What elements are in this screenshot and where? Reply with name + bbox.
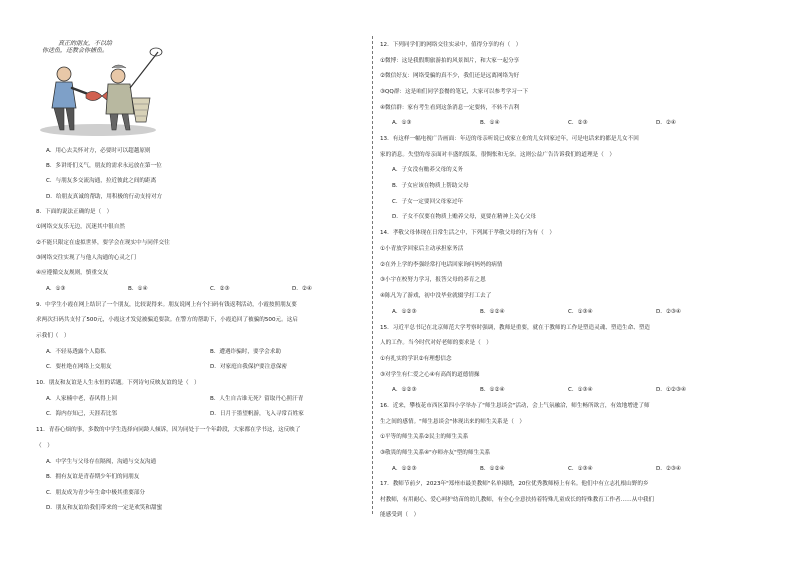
q8-stem: 8．下面的说法正确的是（ ）: [36, 209, 113, 215]
q13-option-a: A．子女没有赡养父母的义务: [392, 167, 463, 173]
q8-choice-c: C．②③: [210, 286, 230, 292]
q16-item-2: ③敬畏的师生关系④"亦师亦友"型的师生关系: [380, 450, 491, 456]
q11-option-b: B．拥有友谊是青春期少年们的同朋友: [46, 474, 140, 480]
q7-option-d: D．给朋友真诚的帮助，用积极的行动支持对方: [46, 194, 163, 200]
q14-item-3: ③小宇在校努力学习，报答父母的养育之恩: [380, 277, 486, 283]
q16-choice-a: A．①②③: [392, 466, 417, 472]
q8-choice-d: D．②④: [292, 286, 312, 292]
cartoon-caption-line2: 你送鱼，还教会你捕鱼。: [42, 47, 109, 54]
q14-item-4: ④陈凡为了游戏，初中没毕业就辍学打工去了: [380, 293, 492, 299]
q14-stem: 14．孝敬父母体现在日常生活之中，下列属于孝敬父母的行为有（ ）: [380, 230, 555, 236]
q10-option-c: C．海内存知己，天涯若比邻: [46, 411, 118, 417]
cartoon-caption: [42, 40, 113, 54]
q13-option-d: D．子女不仅要在物质上赡养父母，更要在精神上关心父母: [392, 214, 537, 220]
q14-item-1: ①小青放学回家后主动承担家务活: [380, 246, 464, 252]
q14-choice-c: C．①③④: [568, 309, 593, 315]
q15-choice-b: B．①②④: [480, 387, 505, 393]
q13-line-1: 13．有这样一幅电视广告画面：年迈的母亲听说已成家立业的儿女回家过年，可是电话来的都是儿女不回: [380, 136, 639, 142]
q15-choice-a: A．①②③: [392, 387, 417, 393]
q15-line-2: 人的工作。当今时代对好老师的要求是（ ）: [380, 340, 492, 346]
q16-choice-d: D．②③④: [656, 466, 681, 472]
q12-stem: 12．下列同学们的网络交往实录中，值得分享的有（ ）: [380, 42, 522, 48]
q7-option-c: C．与朋友多交流沟通，拉近彼此之间的距离: [46, 178, 157, 184]
q12-item-4: ④微信群：家有考生看到这条消息一定要转，不转不吉利: [380, 105, 520, 111]
q12-choice-d: D．②④: [656, 120, 676, 126]
q8-choice-b: B．①④: [128, 286, 148, 292]
q11-line-2: （ ）: [36, 443, 53, 449]
q9-line-3: 示我们（ ）: [36, 333, 70, 339]
q8-item-1: ①网络交友乐无边，沉迷其中很自然: [36, 224, 125, 230]
q8-item-2: ②不能只限定在虚拟世界，要学会在现实中与同伴交往: [36, 240, 170, 246]
q11-option-d: D．朋友和友谊给我们带来的一定是欢笑和甜蜜: [46, 505, 163, 511]
q14-item-2: ②在外上学的李强经常打电话回家询问妈妈的病情: [380, 262, 503, 268]
q12-choice-a: A．①③: [392, 120, 412, 126]
q12-choice-b: B．①④: [480, 120, 500, 126]
q17-line-1: 17．教师节前夕，2023年"郑州市最美教师"名单揭晓，20位优秀教师榜上有名。他们中有立志扎根山野的乡: [380, 481, 649, 487]
q13-line-2: 家的消息。失望的母亲面对丰盛的饭菜，很惆怅和无奈。这则公益广告告诉我们的道理是（ ）: [380, 152, 615, 158]
q17-line-3: 能感受到（ ）: [380, 512, 420, 518]
q11-option-a: A．中学生与父母存在隔阂，沟通与交友沟通: [46, 459, 157, 465]
q16-choice-b: B．①②④: [480, 466, 505, 472]
q14-choice-b: B．①②④: [480, 309, 505, 315]
q14-choice-a: A．①②③: [392, 309, 417, 315]
q13-option-b: B．子女应该在物质上帮助父母: [392, 183, 469, 189]
q12-item-3: ③QQ群：这是咱们同学套餐的笔记，大家可以参考学习一下: [380, 89, 529, 95]
q8-choice-a: A．①③: [46, 286, 66, 292]
q16-choice-c: C．①③④: [568, 466, 593, 472]
q16-line-1: 16．近来，攀枝花市西区第四小学举办了"师生恳谈会"活动，会上气氛融洽，师生畅所欲言，有效地增进了师: [380, 403, 650, 409]
q13-option-c: C．子女一定要回父母家过年: [392, 199, 464, 205]
q12-choice-c: C．②③: [568, 120, 588, 126]
q9-option-c: C．要杜绝在网络上交朋友: [46, 364, 112, 370]
q15-item-2: ③对学生有仁爱之心④有高尚的道德情操: [380, 372, 480, 378]
q9-line-2: 求两次扫码共支付了500元，小霞这才发觉被骗追要款。在警方的帮助下，小霞追回了被骗的500元。这启: [36, 317, 298, 323]
q16-item-1: ①平等的师生关系②民主的师生关系: [380, 434, 469, 440]
q11-option-c: C．朋友成为青少年生命中极其重要部分: [46, 490, 146, 496]
q14-choice-d: D．②③④: [656, 309, 681, 315]
q9-line-1: 9．中学生小霞在网上结识了一个朋友，比较说得来。朋友说网上有个扫码有钱返利活动，小霞按照朋友要: [36, 302, 297, 308]
q7-option-b: B．多讲哥们义气，朋友的需求永远放在第一位: [46, 163, 162, 169]
q10-option-d: D．日月于墨望帆游，飞入寻常百姓家: [210, 411, 304, 417]
column-divider: [372, 36, 373, 514]
q10-option-a: A．人家楠中老，春风得上回: [46, 396, 117, 402]
q11-line-1: 11．青春心烦的事，多数的中学生选择向同龄人倾诉，因为同处于一个年龄段，大家都在学书这，这反映了: [36, 427, 301, 433]
q15-choice-c: C．①③④: [568, 387, 593, 393]
q15-choice-d: D．①②③④: [656, 387, 686, 393]
q10-option-b: B．人生自古谁无死？留取丹心照汗青: [210, 396, 304, 402]
q9-option-d: D．对家庭自我保护要注意保密: [210, 364, 288, 370]
q9-option-a: A．不轻易透露个人隐私: [46, 349, 106, 355]
q8-item-4: ④应遵循交友规则，慎重交友: [36, 270, 109, 276]
q15-item-1: ①有扎实的学识②有理想信念: [380, 356, 452, 362]
q12-item-1: ①微博：这是我假期旅游拍的风景图片，和大家一起分享: [380, 58, 520, 64]
q17-line-2: 村教师，有用耐心、爱心呵护幼苗的幼儿教师，有全心全意扶持着特殊儿童成长的特殊教育工作者……从中我们: [380, 497, 655, 503]
cartoon-caption-line1: 真正的朋友，不以给: [58, 40, 113, 47]
q7-option-a: A．用心去关怀对方，必要时可以超越原则: [46, 148, 151, 154]
q15-line-1: 15．习近平总书记在北京师范大学考察时强调，教师是重要，就在于教师的工作是塑造灵魂、塑造生命、塑造: [380, 325, 651, 331]
q10-stem: 10．朋友和友谊是人生永恒的话题。下列诗句反映友谊的是（ ）: [36, 380, 200, 386]
q8-item-3: ③网络交往实现了与他人沟通的心灵之门: [36, 255, 137, 261]
q9-option-b: B．遭遇诈骗时，要学会求助: [210, 349, 281, 355]
q16-line-2: 生之间的感情。"师生恳谈会"体现出来的师生关系是（ ）: [380, 419, 525, 425]
q12-item-2: ②微信好友：网络受骗的真不少，我们还是远离网络为好: [380, 73, 520, 79]
